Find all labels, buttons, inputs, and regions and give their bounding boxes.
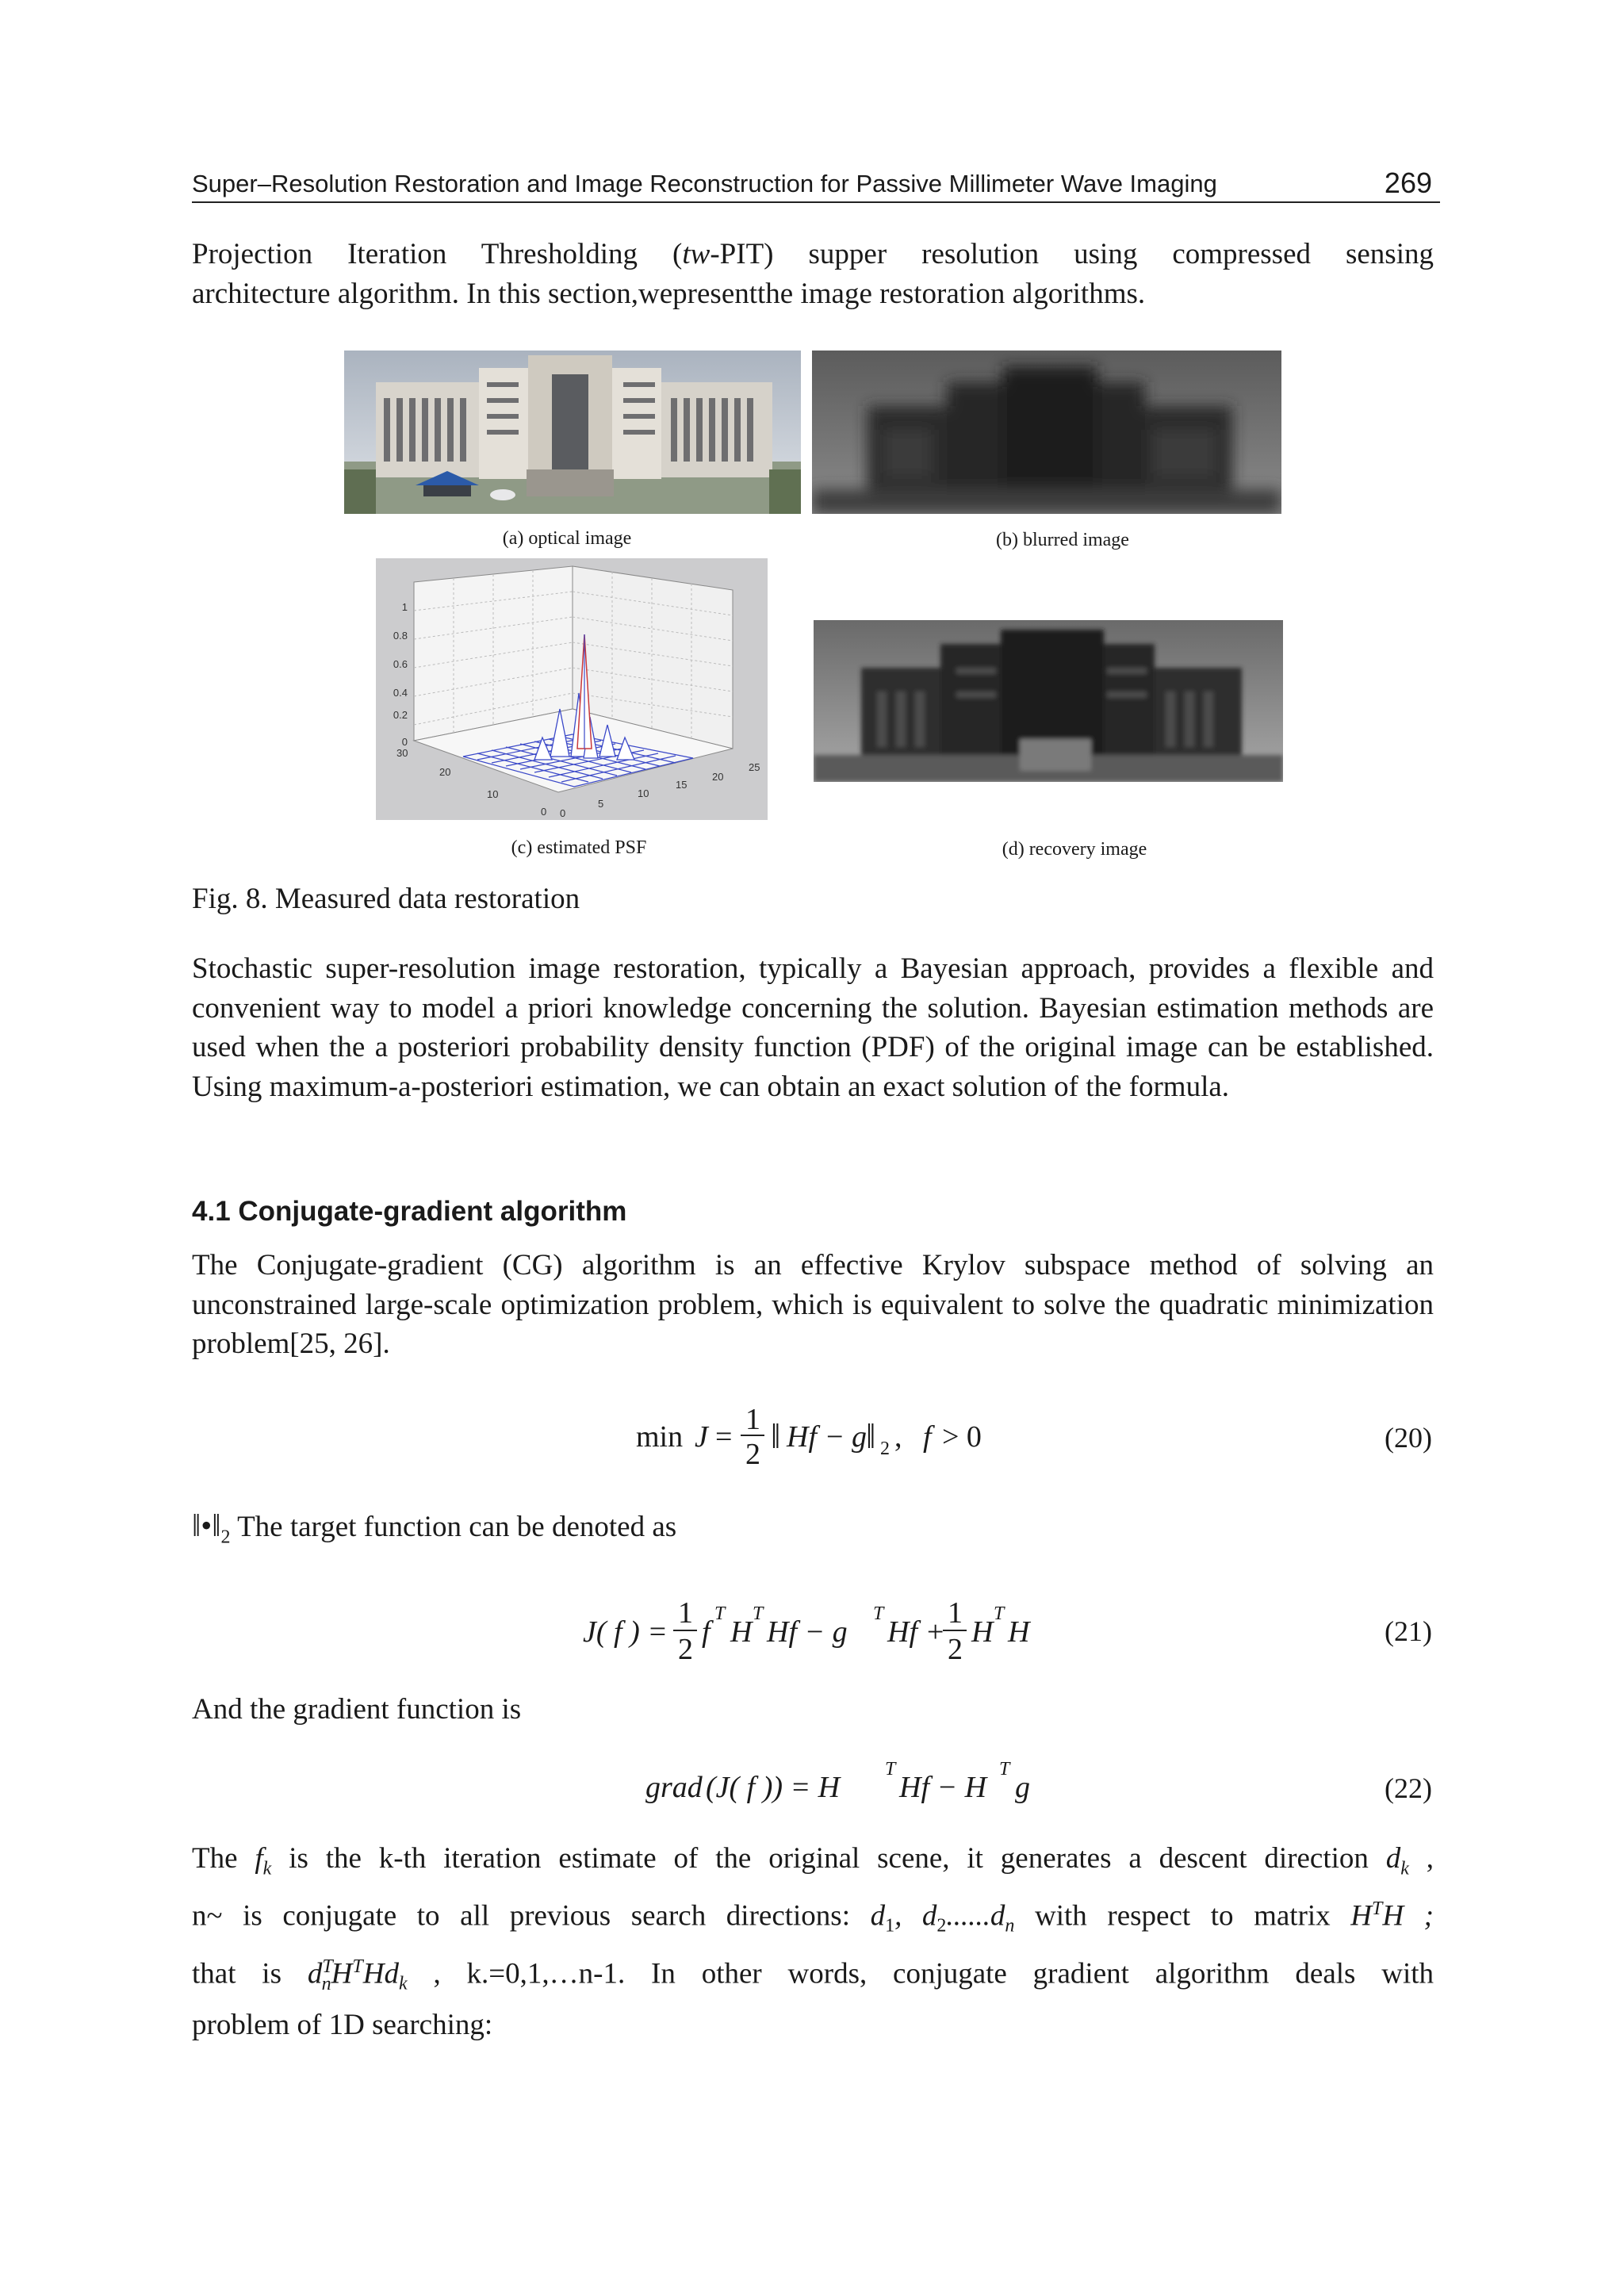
intro-line-2: architecture algorithm. In this section,wepresentthe image restoration algorithms. <box>192 277 1146 310</box>
z-tick: 0.8 <box>393 630 408 642</box>
norm-line: $‖•‖_2$ The target function can be denoted as <box>192 1508 677 1548</box>
page-number: 269 <box>1384 167 1432 199</box>
section-heading: 4.1 Conjugate-gradient algorithm <box>192 1196 627 1227</box>
equation-22: grad (J( f )) = H T Hf − H T g <box>645 1759 1030 1804</box>
intro-paragraph <box>192 235 1434 313</box>
right-tick: 10 <box>638 787 649 799</box>
figure-caption: Fig. 8. Measured data restoration <box>192 883 580 915</box>
running-title: Super–Resolution Restoration and Image Reconstruction for Passive Millimeter Wave Imaging <box>192 170 1217 197</box>
caption-a: (a) optical image <box>502 528 632 549</box>
z-tick: 0.2 <box>393 709 408 721</box>
final-line-3: that is $d^T_nH^THd_k$ , k.=0,1,…n-1. In other words, conjugate gradient algorithm deals with <box>192 1956 1434 1994</box>
equation-number-20: (20) <box>1385 1422 1432 1454</box>
right-tick: 15 <box>676 779 688 791</box>
left-tick: 10 <box>487 788 499 800</box>
running-header <box>192 163 1440 203</box>
equation-21: J( f ) = 1 2 f T H T Hf − g T Hf + 1 2 H T H <box>583 1596 1030 1666</box>
final-line-4: problem of 1D searching: <box>192 2008 493 2041</box>
psf-z-ticks <box>393 601 408 748</box>
right-tick: 5 <box>598 798 604 810</box>
right-tick: 0 <box>560 807 566 819</box>
intro-line-1: Projection Iteration Thresholding (tw-PIT) supper resolution using compressed sensing <box>192 238 1434 270</box>
equation-number-21: (21) <box>1385 1615 1432 1647</box>
z-tick: 0.4 <box>393 687 408 699</box>
cg-paragraph: The Conjugate-gradient (CG) algorithm is an effective Krylov subspace method of solving an unconstrained large-scale optimization problem, which is equivalent to solve the quadratic minimization problem[25, 26]. <box>192 1249 1434 1360</box>
recovery-image <box>814 620 1283 782</box>
blurred-image <box>812 351 1281 514</box>
final-line-2: n~ is conjugate to all previous search directions: $d_1$, $d_2......d_n$ with respect to matrix $H^TH$ ; <box>192 1898 1434 1937</box>
z-tick: 0.6 <box>393 658 408 670</box>
left-tick: 30 <box>396 747 408 759</box>
gradient-text: And the gradient function is <box>192 1693 522 1726</box>
equation-number-22: (22) <box>1385 1772 1432 1804</box>
final-paragraph <box>192 1838 1434 2045</box>
z-tick: 1 <box>401 601 408 613</box>
psf-plot <box>376 558 768 820</box>
right-tick: 25 <box>749 761 760 773</box>
right-tick: 20 <box>712 771 724 783</box>
bayes-paragraph: Stochastic super-resolution image restoration, typically a Bayesian approach, provides a flexible and convenient way to model a priori knowledge concerning the solution. Bayesian estimation methods are used when the a posteriori probability density function (PDF) of the original image can be established. Using maximum-a-posteriori estimation, we can obtain an exact solution of the formula. <box>192 952 1434 1103</box>
z-tick: 0 <box>401 736 408 748</box>
caption-b: (b) blurred image <box>996 530 1129 550</box>
final-line-1: The $f_k$ is the k-th iteration estimate of the original scene, it generates a descent direction $d_k$ , <box>192 1842 1434 1879</box>
left-tick: 20 <box>439 766 451 778</box>
left-tick: 0 <box>541 806 547 818</box>
caption-d: (d) recovery image <box>1002 839 1147 860</box>
optical-image <box>344 351 801 514</box>
caption-c: (c) estimated PSF <box>511 837 647 858</box>
